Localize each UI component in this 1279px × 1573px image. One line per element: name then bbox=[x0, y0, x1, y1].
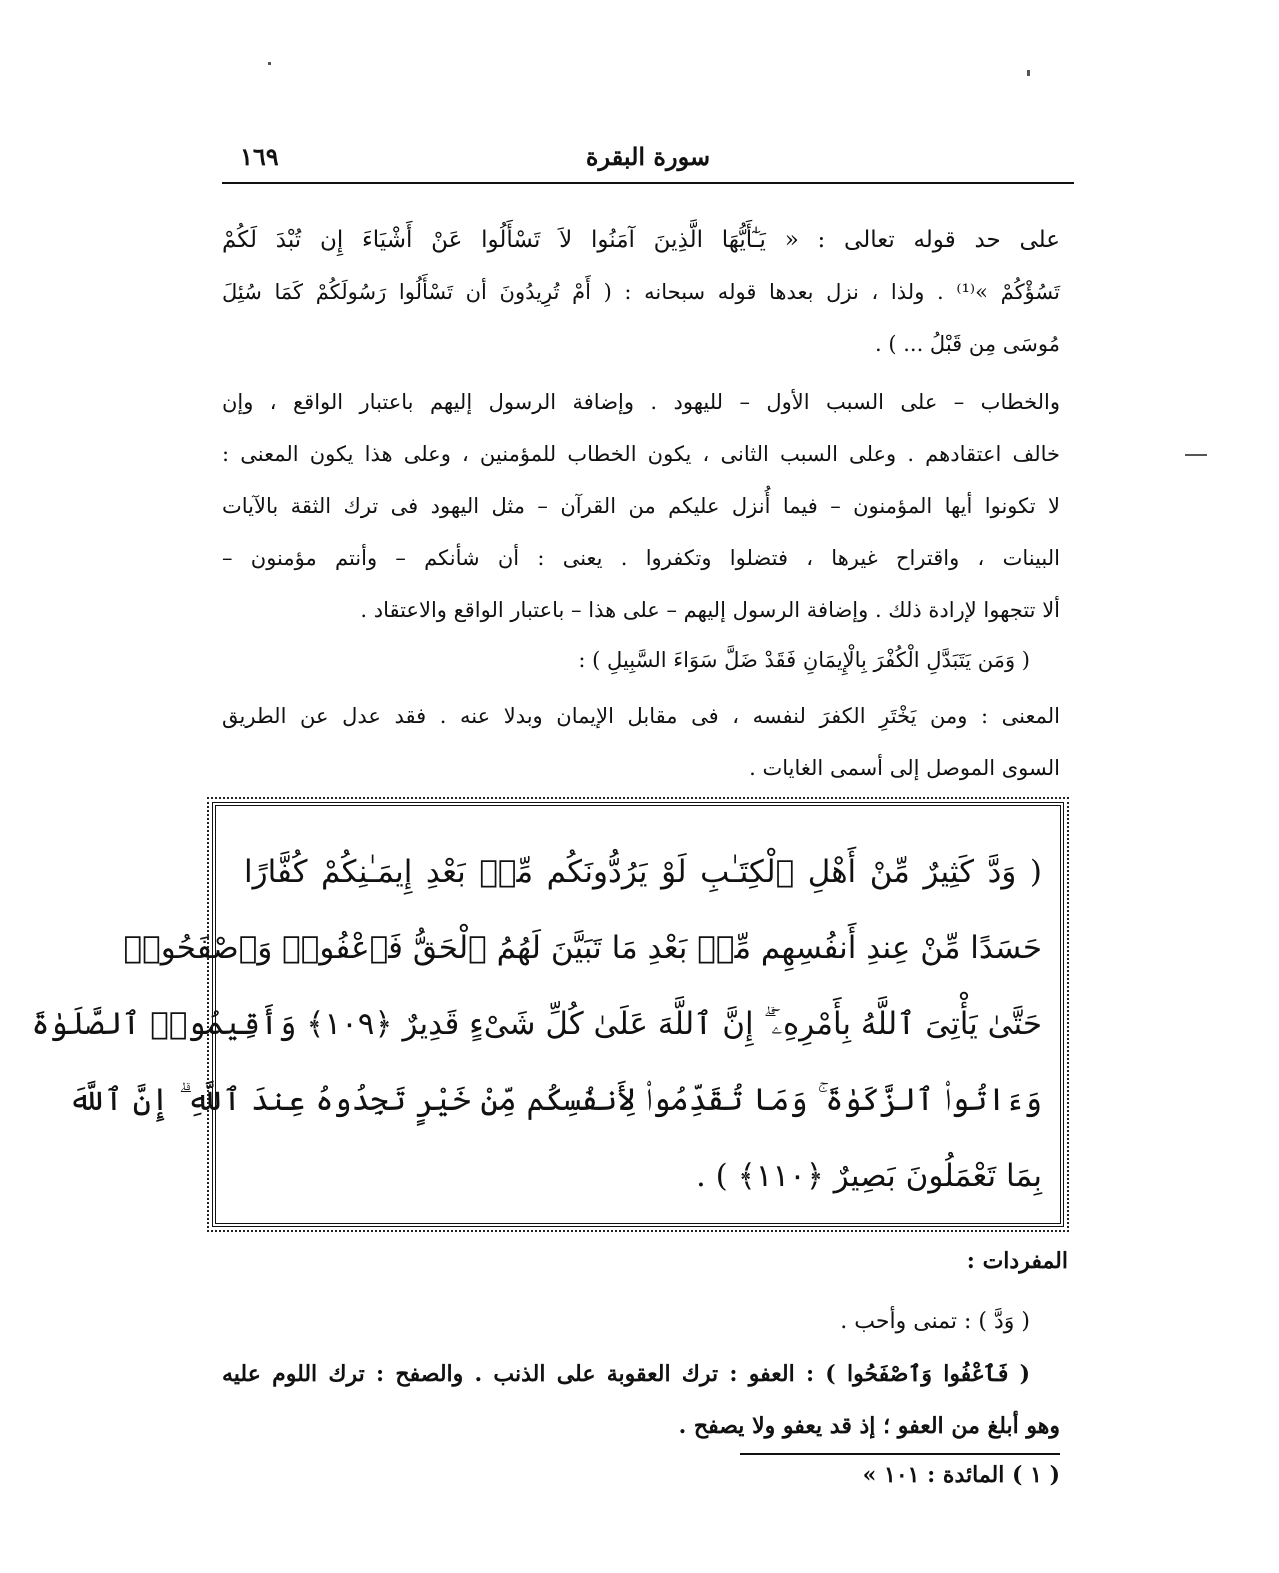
text-line: مُوسَى مِن قَبْلُ ... ) . bbox=[875, 332, 1060, 356]
verse-line: ( وَدَّ كَثِيرٌ مِّنْ أَهْلِ ٱلْكِتَـٰبِ لَوْ يَرُدُّونَكُم مِّنۢ بَعْدِ إِيمَـٰنِكُمْ كُفَّارًا bbox=[244, 854, 1042, 890]
text-line: السوى الموصل إلى أسمى الغايات . bbox=[749, 756, 1060, 780]
verse-line: بِمَا تَعْمَلُونَ بَصِيرٌ ﴿١١٠﴾ ) . bbox=[695, 1158, 1042, 1194]
text-line: المعنى : ومن يَخْتَرِ الكفرَ لنفسه ، فى مقابل الإيمان وبدلا عنه . فقد عدل عن الطريق bbox=[222, 704, 1060, 728]
quran-verse-text bbox=[31, 834, 1042, 1214]
vocab-item: ( فَٱعْفُوا وَٱصْفَحُوا ) : العفو : ترك العقوبة على الذنب . والصفح : ترك اللوم عليه bbox=[222, 1361, 1030, 1387]
scan-speck bbox=[1027, 70, 1030, 76]
scan-speck bbox=[1185, 454, 1207, 456]
text-line: تَسُؤْكُمْ »⁽¹⁾ . ولذا ، نزل بعدها قوله سبحانه : ( أَمْ تُرِيدُونَ أن تَسْأَلُوا رَسُولَكُمْ كَمَا سُئِلَ bbox=[222, 280, 1060, 304]
ayah-quote bbox=[222, 634, 1060, 686]
paragraph-2 bbox=[222, 376, 1060, 636]
text-line: على حد قوله تعالى : « يَـٰٓأَيُّهَا الَّذِينَ آمَنُوا لاَ تَسْأَلُوا عَنْ أَشْيَاءَ إِن تُبْدَ لَكُمْ bbox=[222, 227, 1060, 253]
vocab-heading: المفردات : bbox=[966, 1248, 1068, 1274]
text-line: لا تكونوا أيها المؤمنون – فيما أُنزل عليكم من القرآن – مثل اليهود فى ترك الثقة بالآيات bbox=[222, 494, 1060, 518]
footnote-rule bbox=[740, 1453, 1060, 1455]
text-line: خالف اعتقادهم . وعلى السبب الثانى ، يكون الخطاب للمؤمنين ، وعلى هذا يكون المعنى : bbox=[222, 442, 1060, 466]
vocab-item: ( وَدَّ ) : تمنى وأحب . bbox=[840, 1309, 1030, 1334]
text-line: البينات ، واقتراح غيرها ، فتضلوا وتكفروا . يعنى : أن شأنكم – وأنتم مؤمنون – bbox=[222, 546, 1060, 570]
quran-verse-box bbox=[31, 802, 1064, 1227]
footnote: ( ١ ) المائدة : ١٠١ » bbox=[862, 1462, 1060, 1488]
running-header bbox=[222, 140, 1074, 184]
text-line: ( وَمَن يَتَبَدَّلِ الْكُفْرَ بِالْإِيمَانِ فَقَدْ ضَلَّ سَوَاءَ السَّبِيلِ ) : bbox=[578, 648, 1030, 672]
text-line: ألا تتجهوا لإرادة ذلك . وإضافة الرسول إليهم – على هذا – باعتبار الواقع والاعتقاد . bbox=[360, 598, 1060, 622]
scan-speck bbox=[268, 62, 271, 65]
text-line: والخطاب – على السبب الأول – لليهود . وإضافة الرسول إليهم باعتبار الواقع ، وإن bbox=[222, 390, 1060, 414]
verse-line: وَءَاتُوا۟ ٱلزَّكَوٰةَ ۚ وَمَا تُقَدِّمُوا۟ لِأَنفُسِكُم مِّنْ خَيْرٍ تَجِدُوهُ عِندَ ٱللَّهِ ۗ إِنَّ ٱللَّهَ bbox=[68, 1082, 1042, 1118]
header-title: سورة البقرة bbox=[585, 142, 711, 171]
verse-line: حَتَّىٰ يَأْتِىَ ٱللَّهُ بِأَمْرِهِۦٓ ۗ إِنَّ ٱللَّهَ عَلَىٰ كُلِّ شَىْءٍ قَدِيرٌ ﴿١٠٩﴾ وَأَقِيمُوا۟ ٱلصَّلَوٰةَ bbox=[31, 1006, 1042, 1042]
page-number: ١٦٩ bbox=[240, 142, 279, 171]
verse-line: حَسَدًا مِّنْ عِندِ أَنفُسِهِم مِّنۢ بَعْدِ مَا تَبَيَّنَ لَهُمُ ٱلْحَقُّ فَٱعْفُوا۟ وَٱصْفَحُوا۟ bbox=[123, 930, 1042, 966]
vocab-list bbox=[222, 1296, 1060, 1452]
paragraph-1 bbox=[222, 214, 1060, 370]
paragraph-3 bbox=[222, 690, 1060, 794]
vocab-item: وهو أبلغ من العفو ؛ إذ قد يعفو ولا يصفح . bbox=[678, 1413, 1060, 1439]
